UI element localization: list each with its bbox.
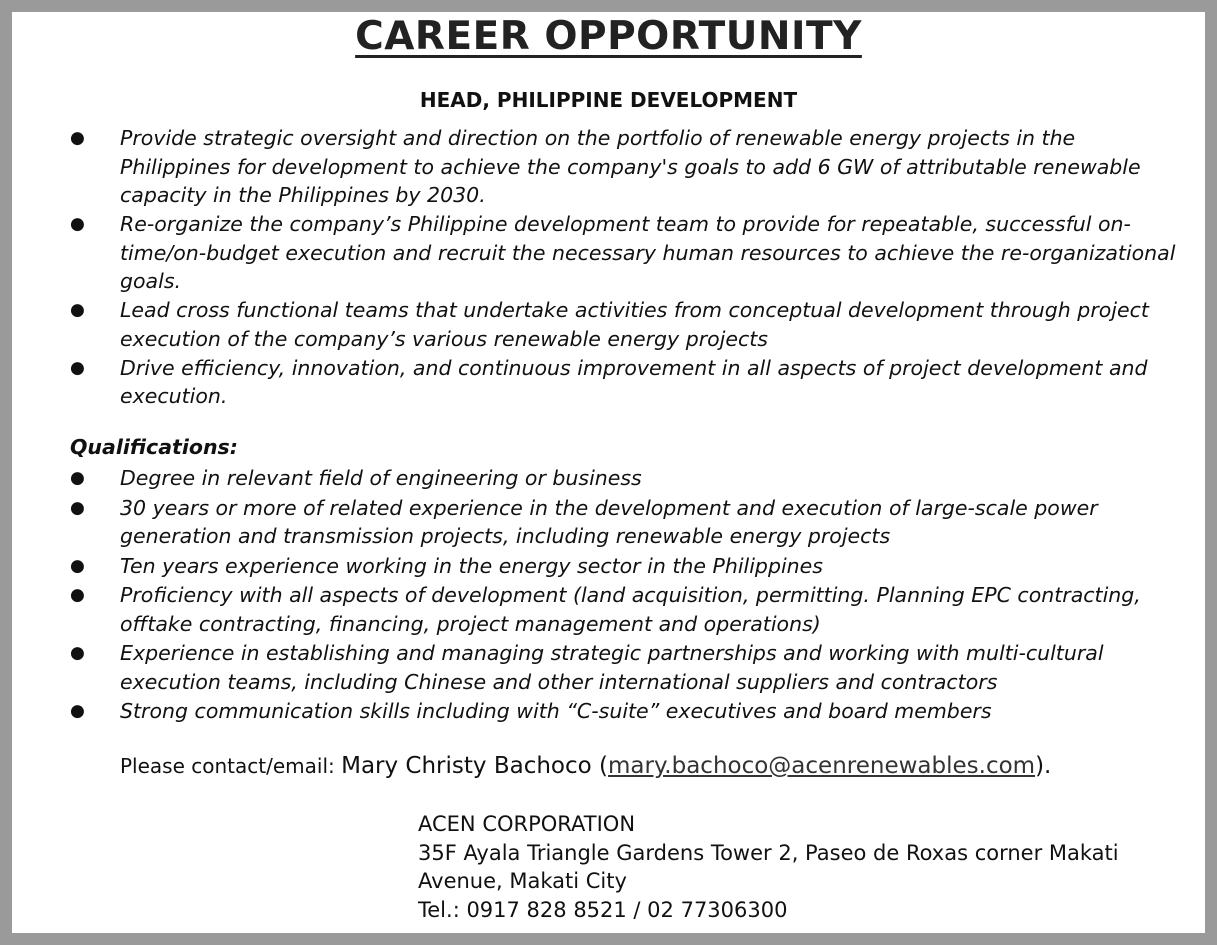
list-item: ● Strong communication skills including with “C-suite” executives and board members (70, 697, 1190, 726)
address-line-2: Avenue, Makati City (418, 869, 627, 893)
contact-label: Please contact/email: (120, 754, 342, 778)
bullet-icon: ● (70, 643, 85, 663)
list-item: ● Drive efficiency, innovation, and continuous improvement in all aspects of project development and execution. (70, 355, 1148, 408)
email-link[interactable]: mary.bachoco@acenrenewables.com (608, 753, 1036, 779)
phone-numbers: Tel.: 0917 828 8521 / 02 77306300 (418, 897, 788, 922)
bullet-icon: ● (70, 468, 85, 488)
contact-name: Mary Christy Bachoco (341, 753, 592, 779)
list-item: ● Degree in relevant field of engineering or business (70, 464, 1190, 493)
contact-line (120, 753, 1051, 779)
address-line-1: 35F Ayala Triangle Gardens Tower 2, Paseo de Roxas corner Makati (418, 840, 1119, 865)
position-title: HEAD, PHILIPPINE DEVELOPMENT (419, 88, 798, 112)
bullet-icon: ● (70, 128, 85, 148)
bullet-icon: ● (70, 701, 85, 721)
bullet-icon: ● (70, 555, 85, 576)
company-block (418, 810, 1119, 924)
bullet-icon: ● (70, 214, 85, 234)
list-item: ● Lead cross functional teams that undertake activities from conceptual development through project execution of the company’s various renewable energy projects (70, 298, 1149, 351)
list-item: ● Provide strategic oversight and direction on the portfolio of renewable energy projects in the Philippines for development to achieve the company's goals to add 6 GW of attributable renewable capacity in the Philippines by 2030. (70, 126, 1141, 207)
bullet-icon: ● (70, 357, 85, 378)
qualifications-list (70, 464, 1190, 727)
company-name: ACEN CORPORATION (418, 812, 636, 836)
responsibilities-list (70, 124, 1190, 411)
close-paren: ). (1035, 753, 1052, 779)
list-item: ● Ten years experience working in the energy sector in the Philippines (70, 552, 1190, 581)
list-item: ● Re-organize the company’s Philippine development team to provide for repeatable, successful on-time/on-budget execution and recruit the necessary human resources to achieve the re-organizational goals. (70, 212, 1176, 293)
list-item: ● Proficiency with all aspects of development (land acquisition, permitting. Planning EPC contracting, offtake contracting, financing, project management and operations) (70, 583, 1141, 636)
bullet-icon: ● (70, 585, 85, 605)
bullet-icon: ● (70, 497, 85, 518)
open-paren: ( (591, 753, 608, 779)
list-item: ● 30 years or more of related experience in the development and execution of large-scale power generation and transmission projects, including renewable energy projects (70, 495, 1098, 548)
bullet-icon: ● (70, 300, 85, 320)
title-text: CAREER OPPORTUNITY (355, 14, 862, 59)
list-item: ● Experience in establishing and managing strategic partnerships and working with multi-cultural execution teams, including Chinese and other international suppliers and contractors (70, 641, 1104, 694)
qualifications-heading: Qualifications: (70, 435, 238, 459)
page-title (0, 14, 1217, 59)
